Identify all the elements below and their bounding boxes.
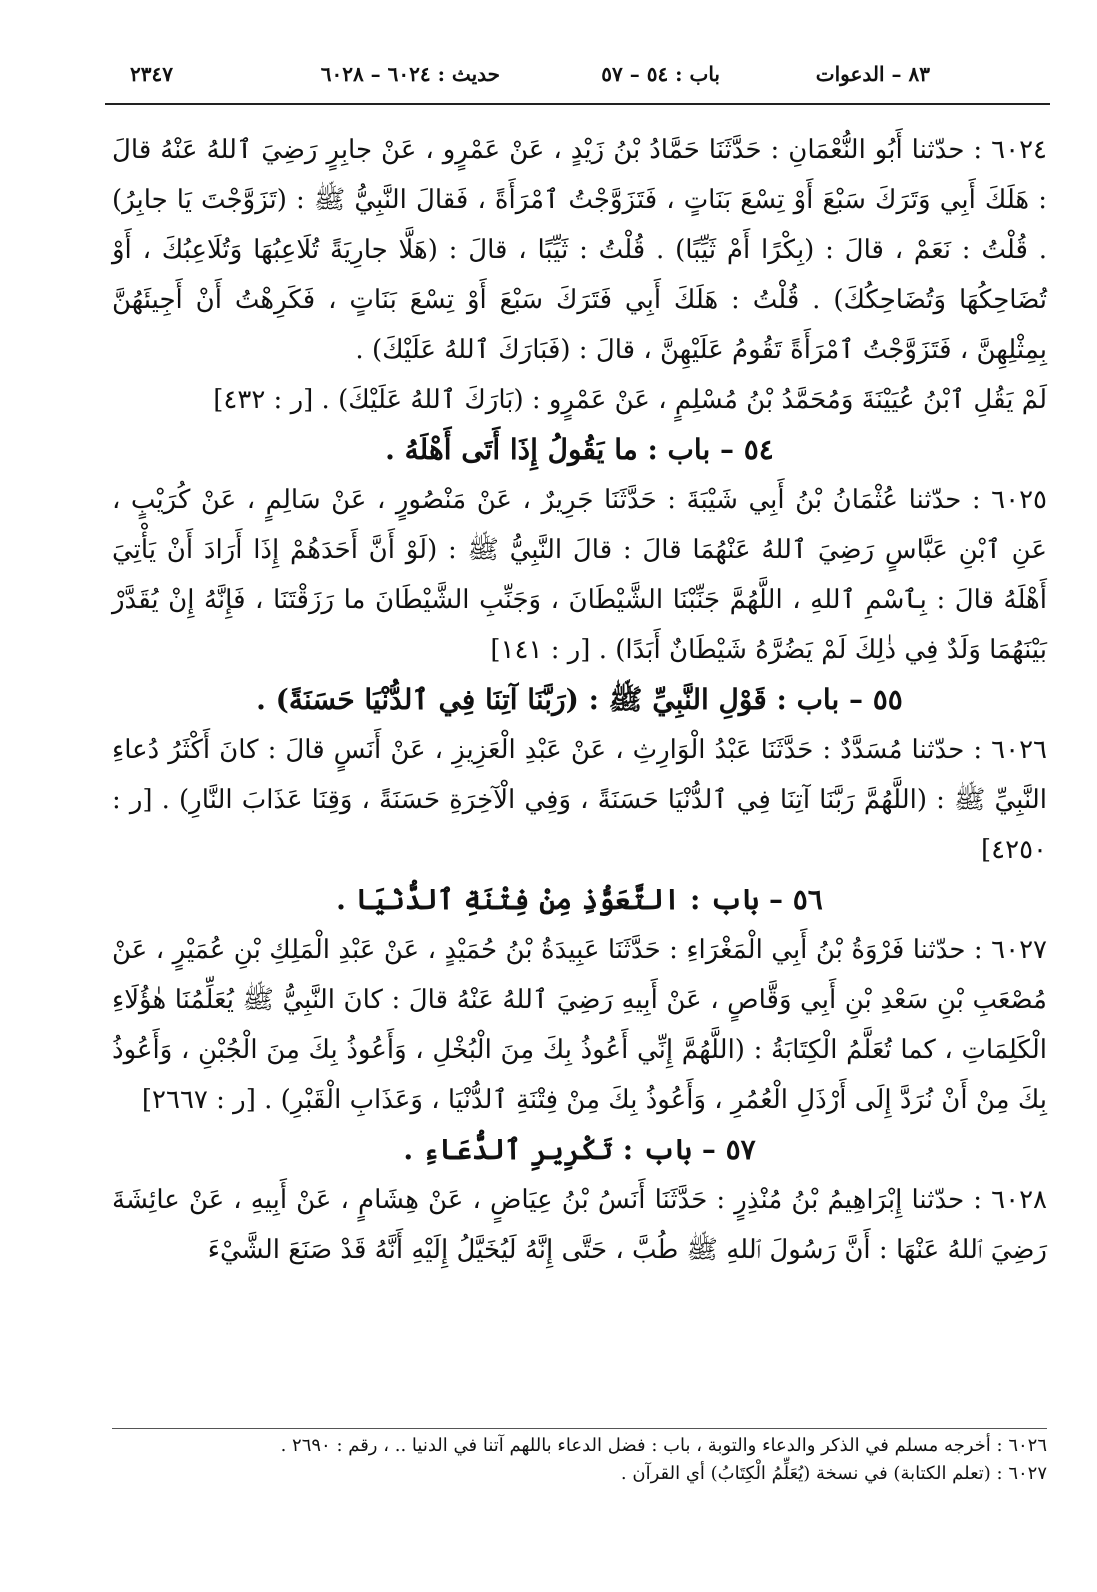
hadith-text: : حدّثنا فَرْوَةُ بْنُ أَبِي الْمَغْرَاءِ : حَدَّثَنَا عَبِيدَةُ بْنُ حُمَيْدٍ ، عَنْ عَبْدِ الْمَلِكِ بْنِ عُمَيْرٍ ، عَنْ مُصْعَبِ بْنِ سَعْدِ بْنِ أَبِي وَقَّاصٍ ، عَنْ أَبِيهِ رَضِيَ ٱللهُ عَنْهُ قالَ : كانَ النَّبِيُّ ﷺ يُعَلِّمُنَا هٰؤُلَاءِ الْكَلِمَاتِ ، كما تُعَلَّمُ الْكِتَابَةُ : (اللَّهُمَّ إِنِّي أَعُوذُ بِكَ مِنَ الْبُخْلِ ، وَأَعُوذُ بِكَ مِنَ الْجُبْنِ ، وَأَعُوذُ بِكَ مِنْ أَنْ نُرَدَّ إِلَى أَرْذَلِ الْعُمُرِ ، وَأَعُوذُ بِكَ مِنْ فِتْنَةِ ٱلدُّنْيَا ، وَعَذَابِ الْقَبْرِ) . [ر : ٢٦٦٧] [112,935,1047,1115]
footnote-rule [112,1428,1047,1429]
hadith-text: : حدّثنا عُثْمَانُ بْنُ أَبِي شَيْبَةَ : حَدَّثَنَا جَرِيرٌ ، عَنْ مَنْصُورٍ ، عَنْ سَالِمٍ ، عَنْ كُرَيْبٍ ، عَنِ ٱبْنِ عَبَّاسٍ رَضِيَ ٱللهُ عَنْهُمَا قالَ : قالَ النَّبِيُّ ﷺ : (لَوْ أَنَّ أَحَدَهُمْ إِذَا أَرَادَ أَنْ يَأْتِيَ أَهْلَهُ قالَ : بِٱسْمِ ٱللهِ ، اللَّهُمَّ جَنِّبْنَا الشَّيْطَانَ ، وَجَنِّبِ الشَّيْطَانَ ما رَزَقْتَنَا ، فَإِنَّهُ إِنْ يُقَدَّرْ بَيْنَهُمَا وَلَدٌ فِي ذٰلِكَ لَمْ يَضُرَّهُ شَيْطَانٌ أَبَدًا) . [ر : ١٤١] [112,485,1047,665]
hadith-text: : حدّثنا مُسَدَّدٌ : حَدَّثَنَا عَبْدُ الْوَارِثِ ، عَنْ عَبْدِ الْعَزِيزِ ، عَنْ أَنَسٍ قالَ : كانَ أَكْثَرُ دُعاءِ النَّبِيِّ ﷺ : (اللَّهُمَّ رَبَّنَا آتِنَا فِي ٱلدُّنْيَا حَسَنَةً ، وَفِي الْآخِرَةِ حَسَنَةً ، وَقِنَا عَذَابَ النَّارِ) . [ر : ٤٢٥٠] [112,735,1047,865]
chapter-title: ٨٣ – الدعوات [815,62,930,86]
note-paragraph: لَمْ يَقُلِ ٱبْنُ عُيَيْنَةَ وَمُحَمَّدُ بْنُ مُسْلِمٍ ، عَنْ عَمْرٍو : (بَارَكَ ٱللهُ عَلَيْكَ) . [ر : ٤٣٢] [213,385,1047,415]
hadith-paragraph [112,475,1047,675]
hadith-paragraph [112,725,1047,875]
bab-range: باب : ٥٤ – ٥٧ [601,62,720,86]
bab-heading: ٥٧ – باب : تَكْرِيرِ ٱلدُّعَاءِ . [403,1133,756,1166]
hadith-paragraph [112,1175,1047,1275]
hadith-paragraph [112,925,1047,1125]
main-text [112,125,1047,1275]
bab-heading: ٥٥ – باب : قَوْلِ النَّبِيِّ ﷺ : (رَبَّنَا آتِنَا فِي ٱلدُّنْيَا حَسَنَةً) . [256,683,903,716]
hadith-text: : حدّثنا إِبْرَاهِيمُ بْنُ مُنْذِرٍ : حَدَّثَنَا أَنَسُ بْنُ عِيَاضٍ ، عَنْ هِشَامٍ ، عَنْ أَبِيهِ ، عَنْ عائِشَةَ رَضِيَ ٱللهُ عَنْهَا : أَنَّ رَسُولَ ٱللهِ ﷺ طُبَّ ، حَتَّى إِنَّهُ لَيُخَيَّلُ إِلَيْهِ أَنَّهُ قَدْ صَنَعَ الشَّيْءَ [112,1185,1047,1265]
hadith-number: ٦٠٢٦ [991,735,1047,765]
hadith-number: ٦٠٢٧ [991,935,1047,965]
page-number: ٢٣٤٧ [130,62,173,86]
hadith-number: ٦٠٢٨ [991,1185,1047,1215]
hadith-paragraph [112,125,1047,375]
hadith-number: ٦٠٢٤ [991,135,1047,165]
hadith-text: : حدّثنا أَبُو النُّعْمَانِ : حَدَّثَنَا حَمَّادُ بْنُ زَيْدٍ ، عَنْ عَمْرٍو ، عَنْ جابِرٍ رَضِيَ ٱللهُ عَنْهُ قالَ : هَلَكَ أَبِي وَتَرَكَ سَبْعَ أَوْ تِسْعَ بَنَاتٍ ، فَتَزَوَّجْتُ ٱمْرَأَةً ، فَقالَ النَّبِيُّ ﷺ : (تَزَوَّجْتَ يَا جابِرُ) . قُلْتُ : نَعَمْ ، قالَ : (بِكْرًا أَمْ ثَيِّبًا) . قُلْتُ : ثَيِّبًا ، قالَ : (هَلَّا جارِيَةً تُلَاعِبُهَا وَتُلَاعِبُكَ ، أَوْ تُضَاحِكُهَا وَتُضَاحِكُكَ) . قُلْتُ : هَلَكَ أَبِي فَتَرَكَ سَبْعَ أَوْ تِسْعَ بَنَاتٍ ، فَكَرِهْتُ أَنْ أَجِيئَهُنَّ بِمِثْلِهِنَّ ، فَتَزَوَّجْتُ ٱمْرَأَةً تَقُومُ عَلَيْهِنَّ ، قالَ : (فَبَارَكَ ٱللهُ عَلَيْكَ) . [112,135,1047,365]
hadith-range: حديث : ٦٠٢٤ – ٦٠٢٨ [320,62,500,86]
page-header [110,58,1050,98]
header-rule [105,103,1050,105]
bab-heading: ٥٤ – باب : ما يَقُولُ إِذَا أَتَى أَهْلَهُ . [385,433,774,466]
footnote: ٦٠٢٦ : أخرجه مسلم في الذكر والدعاء والتوبة ، باب : فضل الدعاء باللهم آتنا في الدنيا .. ، رقم : ٢٦٩٠ . [280,1435,1047,1456]
footnotes [112,1432,1047,1488]
hadith-number: ٦٠٢٥ [991,485,1047,515]
footnote: ٦٠٢٧ : (تعلم الكتابة) في نسخة (يُعَلِّمُ الْكِتَابُ) أي القرآن . [620,1463,1047,1484]
bab-heading: ٥٦ – باب : التَّعَوُّذِ مِنْ فِتْنَةِ ٱلدُّنْيَا . [336,883,823,916]
